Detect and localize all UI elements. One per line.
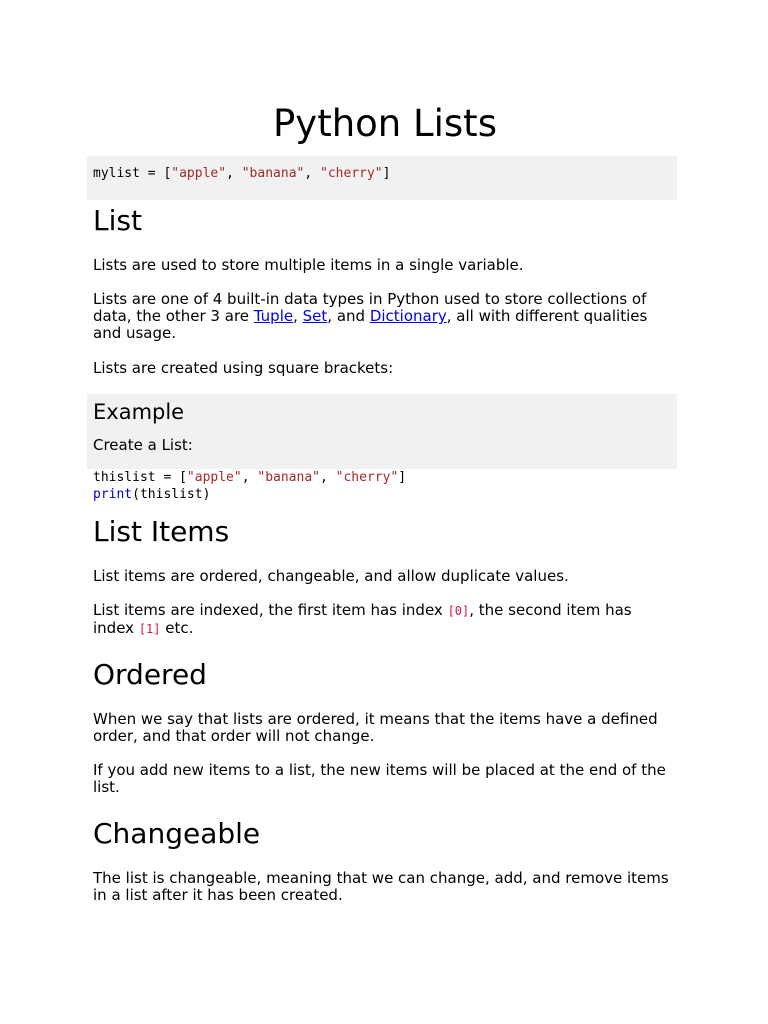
code-line	[93, 486, 677, 503]
paragraph: If you add new items to a list, the new items will be placed at the end of the list.	[93, 761, 666, 796]
paragraph: When we say that lists are ordered, it means that the items have a defined order, and that order will not change.	[93, 710, 658, 745]
inline-code: [1]	[138, 622, 161, 636]
paragraph-text: , all with different qualities and usage.	[93, 307, 648, 342]
code-text: ,	[241, 470, 258, 485]
paragraph: List items are ordered, changeable, and allow duplicate values.	[93, 567, 569, 585]
code-text: thislist = [	[93, 470, 187, 485]
code-string: "apple"	[171, 166, 227, 181]
paragraph: Lists are created using square brackets:	[93, 359, 394, 377]
paragraph-text: List items are indexed, the first item has index	[93, 601, 448, 619]
page-title: Python Lists	[273, 102, 497, 145]
code-text: ,	[226, 166, 242, 181]
example-box	[87, 394, 677, 469]
heading-ordered: Ordered	[93, 658, 207, 691]
code-string: "cherry"	[335, 470, 399, 485]
paragraph-text: ,	[293, 307, 303, 325]
code-string: "apple"	[186, 470, 242, 485]
tuple-link[interactable]: Tuple	[253, 307, 294, 325]
code-string: "banana"	[241, 166, 305, 181]
intro-code-block	[87, 156, 677, 200]
dictionary-link[interactable]: Dictionary	[369, 307, 447, 325]
inline-code: [0]	[447, 604, 470, 618]
set-link[interactable]: Set	[302, 307, 328, 325]
example-heading: Example	[93, 400, 185, 424]
code-string: "cherry"	[320, 166, 383, 181]
code-text: ]	[382, 166, 391, 181]
paragraph	[93, 291, 677, 342]
heading-changeable: Changeable	[93, 817, 261, 850]
heading-list-items: List Items	[93, 515, 230, 548]
paragraph-text: Lists are one of 4 built-in data types in Python used to store collections of data, the other 3 are	[93, 290, 647, 325]
example-code	[93, 469, 677, 503]
code-line	[93, 469, 677, 486]
paragraph-text: etc.	[160, 619, 194, 637]
paragraph-text: , the second item has index	[93, 601, 632, 637]
paragraph: Lists are used to store multiple items in a single variable.	[93, 256, 524, 274]
heading-list: List	[93, 204, 142, 237]
code-text: (thislist)	[132, 487, 211, 502]
code-text: ,	[304, 166, 321, 181]
code-text: mylist = [	[93, 166, 172, 181]
paragraph	[93, 602, 677, 638]
code-text: ,	[320, 470, 336, 485]
code-keyword: print	[93, 487, 133, 502]
code-string: "banana"	[257, 470, 320, 485]
paragraph: The list is changeable, meaning that we can change, add, and remove items in a list after it has been created.	[93, 869, 669, 904]
code-text: ]	[398, 470, 407, 485]
example-caption: Create a List:	[93, 436, 193, 454]
paragraph-text: , and	[327, 307, 370, 325]
